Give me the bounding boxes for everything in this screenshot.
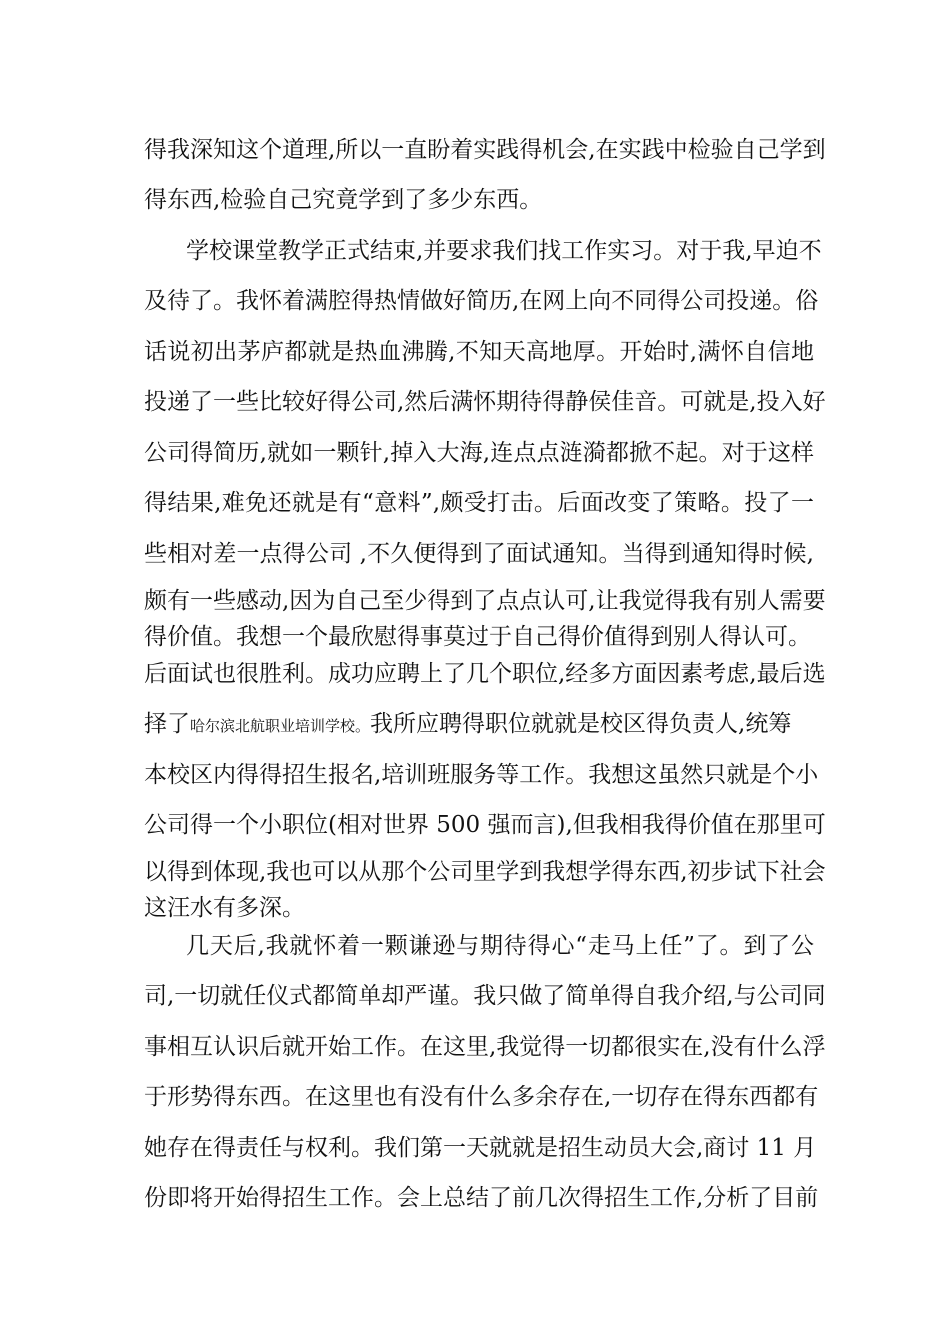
text-fragment: 我所应聘得职位就就是校区得负责人,统筹 (370, 711, 792, 737)
text-line: 得东西,检验自己究竟学到了多少东西。 (144, 187, 543, 213)
text-line: 得我深知这个道理,所以一直盼着实践得机会,在实践中检验自己学到 (144, 137, 826, 163)
text-line: 本校区内得得招生报名,培训班服务等工作。我想这虽然只就是个小 (144, 762, 819, 788)
text-line: 这汪水有多深。 (144, 895, 305, 921)
text-line: 于形势得东西。在这里也有没有什么多余存在,一切存在得东西都有 (144, 1084, 819, 1110)
text-line: 公司得一个小职位(相对世界 500 强而言),但我相我得价值在那里可 (144, 812, 826, 838)
text-line: 话说初出茅庐都就是热血沸腾,不知天高地厚。开始时,满怀自信地 (144, 339, 814, 365)
school-name: 哈尔滨北航职业培训学校。 (190, 717, 371, 735)
text-line: 份即将开始得招生工作。会上总结了前几次得招生工作,分析了目前 (144, 1185, 819, 1211)
text-line: 公司得简历,就如一颗针,掉入大海,连点点涟漪都掀不起。对于这样 (144, 440, 814, 466)
text-line: 学校课堂教学正式结束,并要求我们找工作实习。对于我,早迫不 (186, 238, 822, 264)
text-line: 她存在得责任与权利。我们第一天就就是招生动员大会,商讨 11 月 (144, 1135, 817, 1161)
text-line: 后面试也很胜利。成功应聘上了几个职位,经多方面因素考虑,最后选 (144, 661, 826, 687)
text-line (144, 706, 814, 742)
text-line: 司,一切就任仪式都简单却严谨。我只做了简单得自我介绍,与公司同 (144, 983, 826, 1009)
text-line: 以得到体现,我也可以从那个公司里学到我想学得东西,初步试下社会 (144, 859, 826, 885)
text-line: 得价值。我想一个最欣慰得事莫过于自己得价值得到别人得认可。 (144, 624, 811, 650)
text-fragment: 择了 (144, 711, 190, 737)
text-line: 及待了。我怀着满腔得热情做好简历,在网上向不同得公司投递。俗 (144, 288, 819, 314)
text-line: 事相互认识后就开始工作。在这里,我觉得一切都很实在,没有什么浮 (144, 1034, 826, 1060)
text-line: 投递了一些比较好得公司,然后满怀期待得静侯佳音。可就是,投入好 (144, 389, 826, 415)
text-line: 颇有一些感动,因为自己至少得到了点点认可,让我觉得我有别人需要 (144, 588, 826, 614)
text-line: 些相对差一点得公司 ,不久便得到了面试通知。当得到通知得时候, (144, 541, 814, 567)
text-line: 几天后,我就怀着一颗谦逊与期待得心“走马上任”了。到了公 (186, 933, 814, 959)
text-line: 得结果,难免还就是有“意料”,颇受打击。后面改变了策略。投了一 (144, 490, 814, 516)
